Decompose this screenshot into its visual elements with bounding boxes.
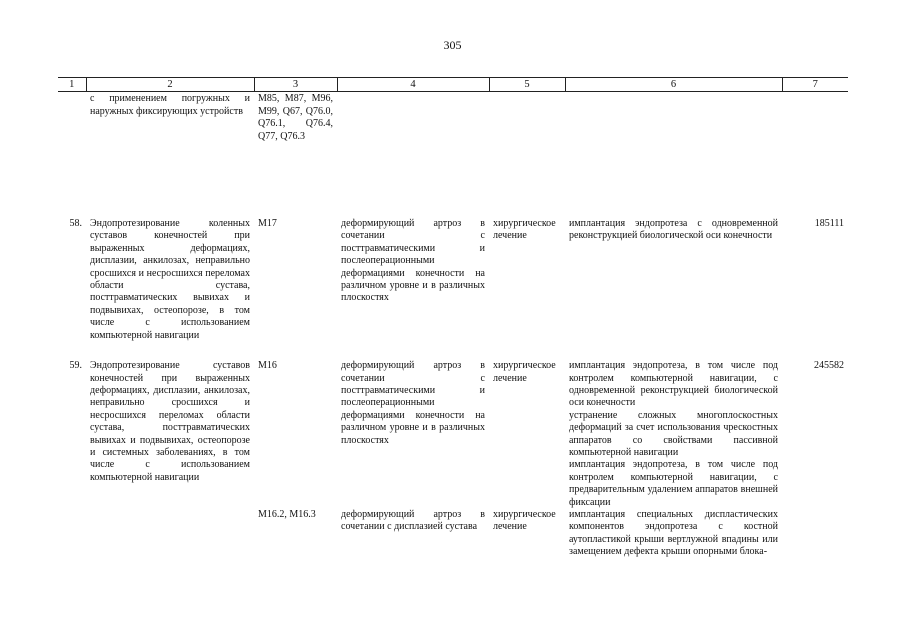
- treatment-method: имплантация специальных диспластических компонентов эндопротеза с костной аутопластикой крыши вертлужной впадины или замещением дефекта крыши опорными блока-: [569, 508, 778, 558]
- patient-model: [337, 92, 489, 143]
- treatment-method: имплантация эндопротеза, в том числе под контролем компьютерной навигации, с одновременной реконструкцией биологической оси конечности устранение сложных многоплоскостных деформаций за счет использования чрескостных аппаратов со свойствами пассивной компьютерной навигации имплантация эндопротеза, в том числе под контролем компьютерной навигации, с предварительным удалением аппаратов внешней фиксации: [569, 360, 778, 508]
- patient-model: деформирующий артроз в сочетании с посттравматическими и послеоперационными деформациями конечности на различном уровне и в различных плоскостях: [341, 218, 485, 304]
- column-header: 1: [58, 78, 86, 92]
- table-row: [58, 509, 848, 559]
- column-header: 6: [565, 78, 782, 92]
- row-number: 59.: [69, 360, 82, 372]
- treatment-type: хирургическое лечение: [493, 508, 556, 533]
- treatment-type: хирургическое лечение: [493, 360, 556, 384]
- treatment-type: [489, 92, 565, 143]
- column-header: 7: [782, 78, 848, 92]
- treatment-method: имплантация эндопротеза с одновременной реконструкцией биологической оси конечности: [569, 218, 778, 242]
- column-header: 3: [254, 78, 337, 92]
- column-header: 4: [337, 78, 489, 92]
- method-name: Эндопротезирование суставов конечностей при выраженных деформациях, дисплазии, анкилозах, неправильно сросшихся и несросшихся переломах области сустава, посттравматических вывихах и подвывихах, остеопорозе и системных заболеваниях, в том числе с использованием компьютерной навигации: [90, 360, 250, 483]
- method-name: Эндопротезирование коленных суставов конечностей при выраженных деформациях, дисплазии, анкилозах, неправильно сросшихся и несросшихся переломах области сустава, посттравматических вывихах и подвывихах, остеопорозе, в том числе с использованием компьютерной навигации: [90, 218, 250, 341]
- cost-norm: [782, 92, 848, 143]
- table-row: [58, 342, 848, 509]
- patient-model: деформирующий артроз в сочетании с дисплазией сустава: [341, 508, 485, 533]
- table-header-row: [58, 78, 848, 92]
- patient-model: деформирующий артроз в сочетании с посттравматическими и послеоперационными деформациями конечности на различном уровне и в различных плоскостях: [341, 360, 485, 446]
- cost-norm: 185111: [814, 218, 844, 230]
- icd-codes: М17: [258, 218, 277, 230]
- icd-codes: М16.2, М16.3: [258, 508, 316, 520]
- medical-care-table: [58, 77, 848, 559]
- table-row: [58, 92, 848, 143]
- icd-codes: М16: [258, 360, 277, 372]
- row-number: [58, 92, 86, 143]
- row-number: 58.: [69, 218, 82, 230]
- treatment-method: [565, 92, 782, 143]
- icd-codes: М85, М87, М96, М99, Q67, Q76.0, Q76.1, Q76.4, Q77, Q76.3: [258, 93, 333, 142]
- treatment-type: хирургическое лечение: [493, 218, 556, 242]
- column-header: 5: [489, 78, 565, 92]
- method-name: с применением погружных и наружных фиксирующих устройств: [90, 93, 250, 117]
- cost-norm: 245582: [814, 360, 844, 372]
- table-row: [58, 143, 848, 342]
- column-header: 2: [86, 78, 254, 92]
- page-number: 305: [443, 38, 462, 52]
